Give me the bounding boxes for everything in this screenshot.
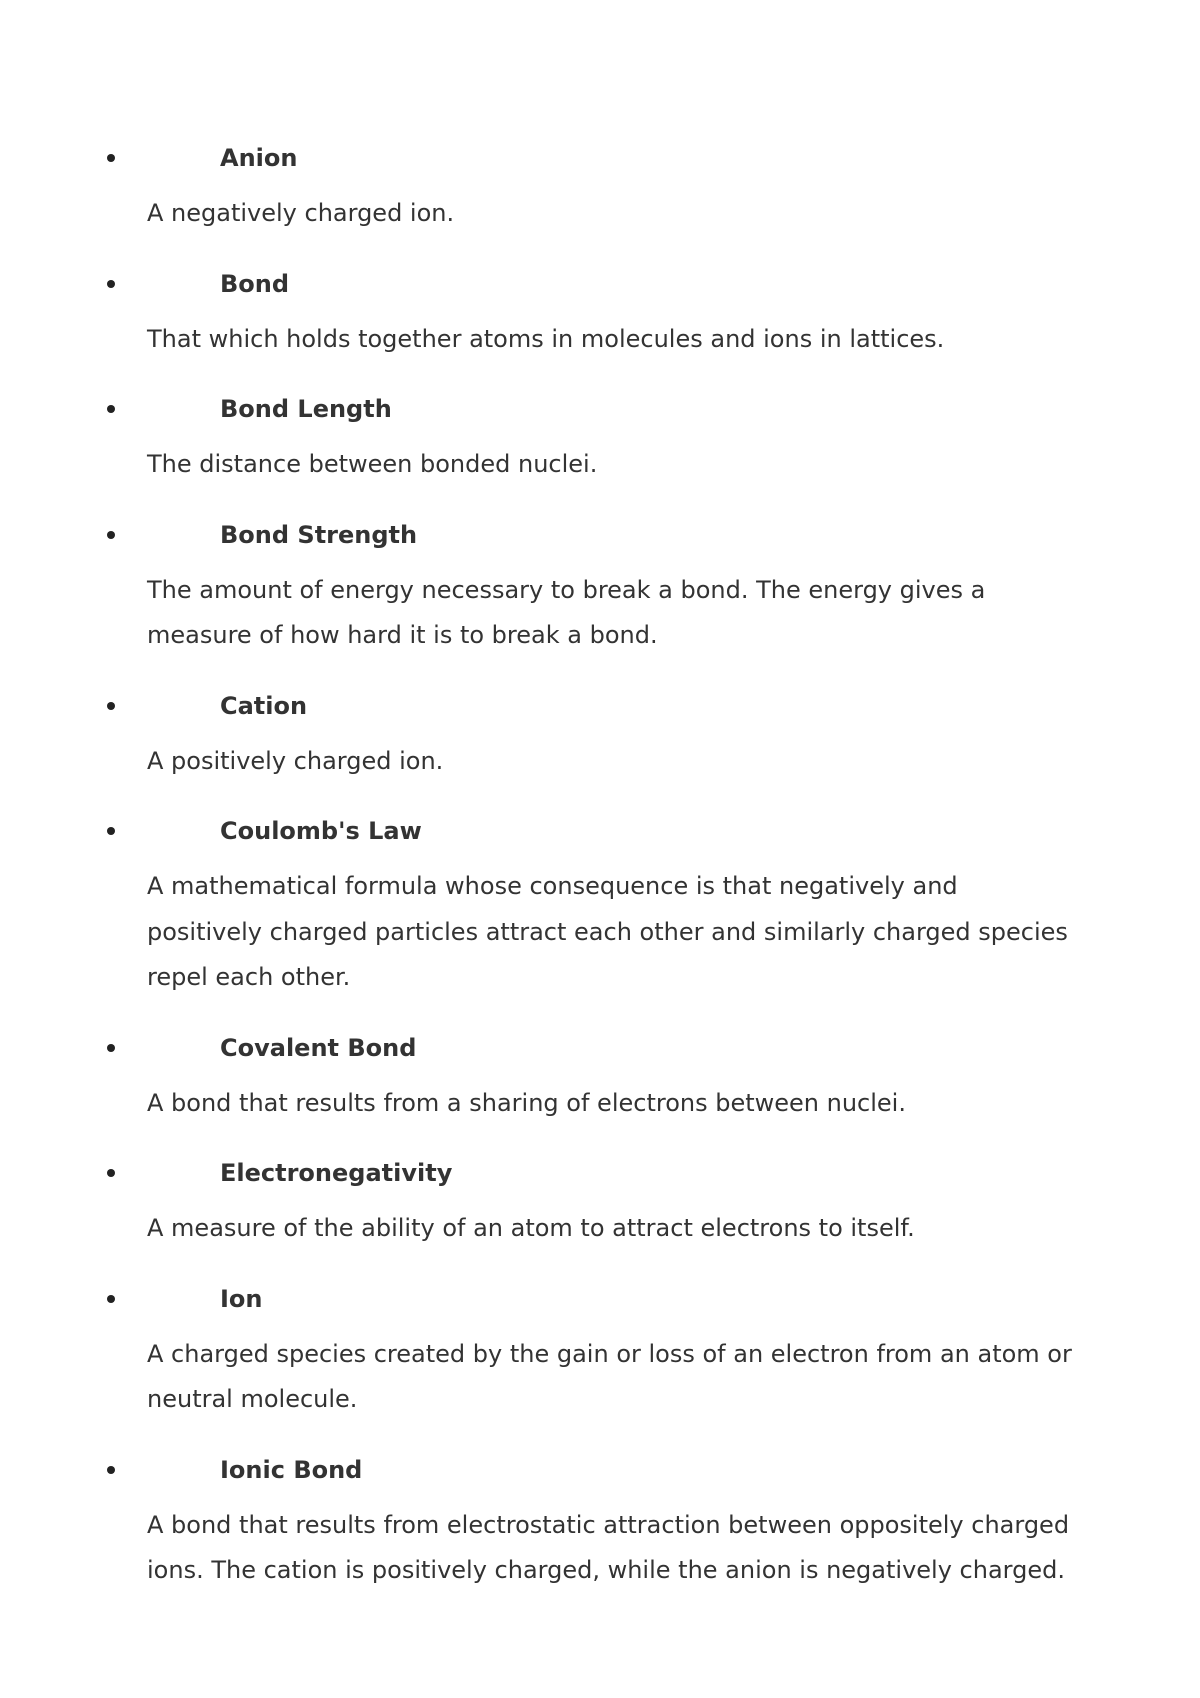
term-row: [0, 1028, 1200, 1068]
term-row: [0, 811, 1200, 851]
definition: A measure of the ability of an atom to attract electrons to itself.: [147, 1214, 915, 1242]
glossary-entry-electronegativity: [0, 1153, 1200, 1252]
term: Anion: [220, 144, 298, 172]
glossary-entry-anion: [0, 138, 1200, 237]
term-row: [0, 389, 1200, 429]
definition: The distance between bonded nuclei.: [147, 450, 598, 478]
glossary-entry-bond: [0, 264, 1200, 363]
definition: A charged species created by the gain or loss of an electron from an atom or neutral molecule.: [147, 1339, 1072, 1413]
definition: A bond that results from electrostatic attraction between oppositely charged ions. The cation is positively charged, while the anion is negatively charged.: [147, 1510, 1070, 1584]
glossary-entry-covalent-bond: [0, 1028, 1200, 1127]
bullet-icon: [107, 1044, 115, 1052]
glossary-entry-coulombs-law: [0, 811, 1200, 1001]
bullet-icon: [107, 1466, 115, 1474]
definition: A mathematical formula whose consequence is that negatively and positively charged particles attract each other and similarly charged species repel each other.: [147, 872, 1068, 991]
definition: A bond that results from a sharing of electrons between nuclei.: [147, 1088, 906, 1117]
term: Bond Length: [220, 395, 392, 423]
bullet-icon: [107, 531, 115, 539]
term-row: [0, 264, 1200, 304]
term-row: [0, 1450, 1200, 1490]
term: Bond Strength: [220, 520, 418, 549]
bullet-icon: [107, 702, 115, 710]
term-row: [0, 515, 1200, 555]
glossary-list: [0, 138, 1200, 1594]
bullet-icon: [107, 405, 115, 413]
term: Cation: [220, 691, 308, 720]
bullet-icon: [107, 827, 115, 835]
term: Electronegativity: [220, 1159, 453, 1187]
glossary-entry-cation: [0, 686, 1200, 785]
glossary-entry-bond-strength: [0, 515, 1200, 659]
bullet-icon: [107, 1169, 115, 1177]
bullet-icon: [107, 280, 115, 288]
definition: The amount of energy necessary to break a bond. The energy gives a measure of how hard it is to break a bond.: [147, 575, 986, 649]
glossary-entry-ion: [0, 1279, 1200, 1423]
glossary-entry-ionic-bond: [0, 1450, 1200, 1594]
bullet-icon: [107, 1295, 115, 1303]
term-row: [0, 1279, 1200, 1319]
bullet-icon: [107, 154, 115, 162]
term-row: [0, 686, 1200, 726]
term: Bond: [220, 269, 290, 298]
term: Ionic Bond: [220, 1455, 363, 1484]
glossary-entry-bond-length: [0, 389, 1200, 488]
definition: That which holds together atoms in molecules and ions in lattices.: [147, 324, 945, 353]
term-row: [0, 138, 1200, 178]
term: Covalent Bond: [220, 1033, 417, 1062]
definition: A positively charged ion.: [147, 746, 444, 775]
term-row: [0, 1153, 1200, 1193]
term: Ion: [220, 1284, 263, 1313]
term: Coulomb's Law: [220, 817, 422, 845]
definition: A negatively charged ion.: [147, 199, 455, 227]
